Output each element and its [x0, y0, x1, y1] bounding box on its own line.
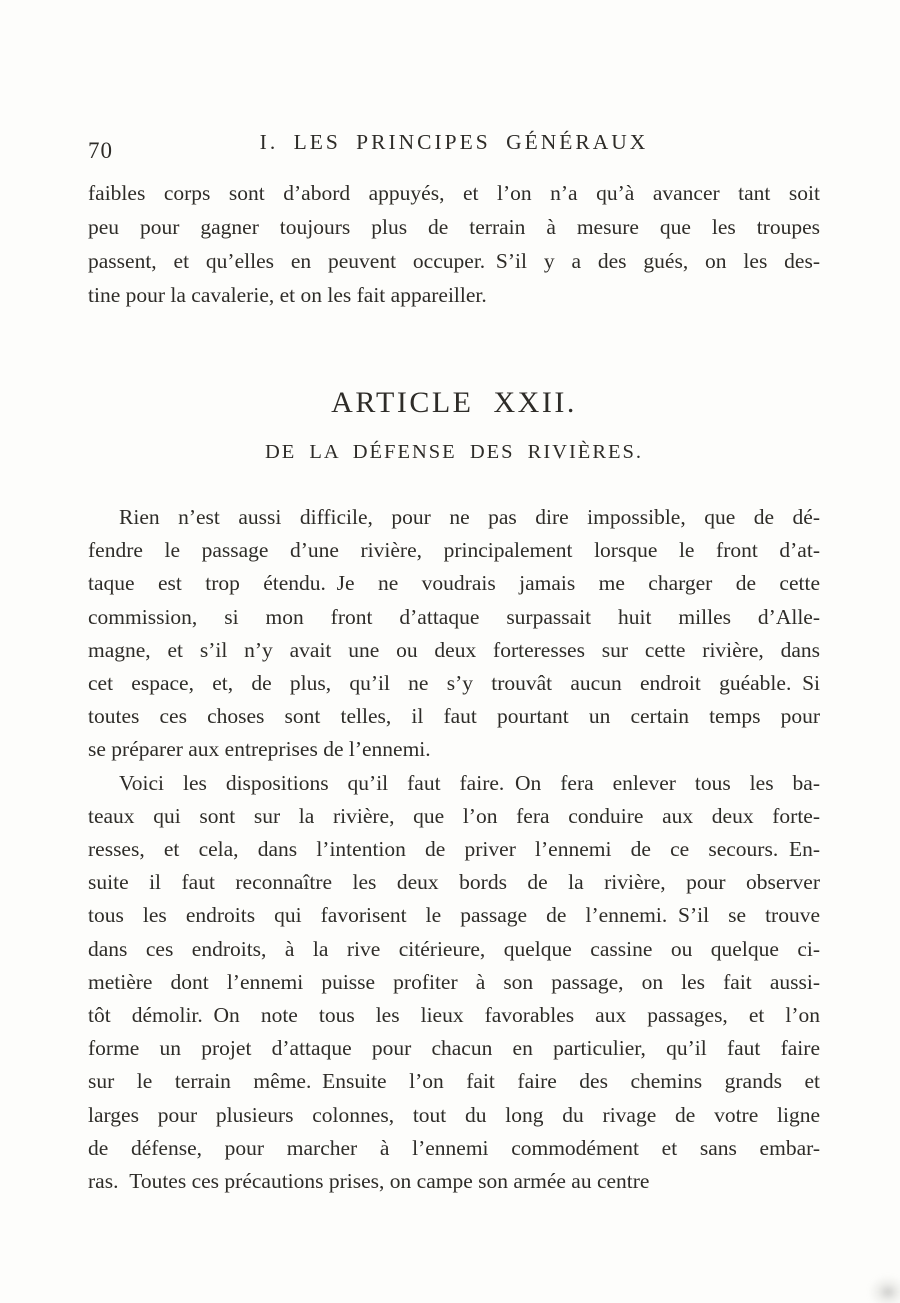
text-line: suite il faut reconnaître les deux bords de la rivière, pour observer: [88, 870, 820, 895]
page-number: 70: [88, 138, 113, 163]
text-line: commission, si mon front d’attaque surpassait huit milles d’Alle-: [88, 604, 820, 629]
text-line: Rien n’est aussi difficile, pour ne pas dire impossible, que de dé-: [119, 505, 820, 529]
scan-artifact: [868, 1275, 900, 1303]
text-line: tôt démolir. On note tous les lieux favorables aux passages, et l’on: [88, 1003, 820, 1028]
article-body: [88, 501, 820, 1198]
text-line: peu pour gagner toujours plus de terrain à mesure que les troupes: [88, 215, 820, 239]
text-line: tous les endroits qui favorisent le passage de l’ennemi. S’il se trouve: [88, 903, 820, 928]
paragraph: [88, 767, 820, 1199]
text-line: cet espace, et, de plus, qu’il ne s’y trouvât aucun endroit guéable. Si: [88, 671, 820, 696]
article-subtitle: DE LA DÉFENSE DES RIVIÈRES.: [264, 441, 644, 463]
text-line: ras. Toutes ces précautions prises, on campe son armée au centre: [88, 1169, 650, 1194]
text-line: de défense, pour marcher à l’ennemi commodément et sans embar-: [88, 1135, 820, 1160]
article-title: ARTICLE XXII.: [331, 386, 577, 419]
text-line: taque est trop étendu. Je ne voudrais jamais me charger de cette: [88, 571, 820, 596]
text-line: dans ces endroits, à la rive citérieure, quelque cassine ou quelque ci-: [88, 936, 820, 961]
text-line: magne, et s’il n’y avait une ou deux forteresses sur cette rivière, dans: [88, 637, 820, 662]
text-line: se préparer aux entreprises de l’ennemi.: [88, 737, 431, 762]
text-line: sur le terrain même. Ensuite l’on fait faire des chemins grands et: [88, 1069, 820, 1094]
page-header: [88, 130, 820, 164]
text-line: forme un projet d’attaque pour chacun en particulier, qu’il faut faire: [88, 1036, 820, 1061]
paragraph-continuation: [88, 176, 820, 312]
text-line: Voici les dispositions qu’il faut faire. On fera enlever tous les ba-: [119, 770, 820, 795]
text-line: resses, et cela, dans l’intention de priver l’ennemi de ce secours. En-: [88, 837, 820, 862]
text-line: tine pour la cavalerie, et on les fait appareiller.: [88, 283, 487, 307]
running-title: I. LES PRINCIPES GÉNÉRAUX: [259, 130, 649, 154]
paragraph: [88, 501, 820, 767]
text-line: passent, et qu’elles en peuvent occuper. S’il y a des gués, on les des-: [88, 249, 820, 273]
text-line: larges pour plusieurs colonnes, tout du long du rivage de votre ligne: [88, 1102, 820, 1127]
text-line: toutes ces choses sont telles, il faut pourtant un certain temps pour: [88, 704, 820, 729]
text-line: teaux qui sont sur la rivière, que l’on fera conduire aux deux forte-: [88, 803, 820, 828]
text-line: metière dont l’ennemi puisse profiter à son passage, on les fait aussi-: [88, 969, 820, 994]
text-line: fendre le passage d’une rivière, principalement lorsque le front d’at-: [88, 538, 820, 563]
text-line: faibles corps sont d’abord appuyés, et l’on n’a qu’à avancer tant soit: [88, 181, 820, 205]
